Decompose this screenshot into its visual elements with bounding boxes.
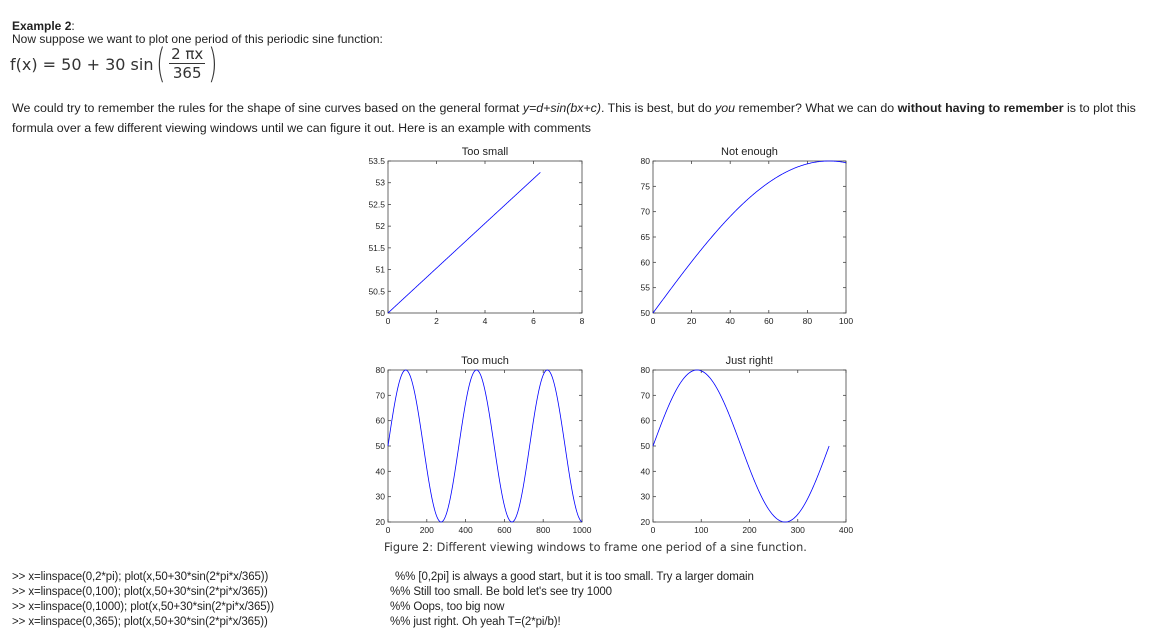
intro-text: Now suppose we want to plot one period of this periodic sine function: bbox=[12, 32, 383, 46]
formula-denominator: 365 bbox=[172, 64, 202, 82]
plot-title: Too much bbox=[461, 355, 509, 367]
y-tick-label: 50.5 bbox=[368, 286, 385, 297]
y-tick-label: 80 bbox=[640, 156, 650, 166]
x-tick-label: 2 bbox=[434, 316, 439, 326]
code-command: >> x=linspace(0,100); plot(x,50+30*sin(2*pi*x/365)) bbox=[12, 586, 268, 598]
formula-numerator: 2 πx bbox=[171, 45, 204, 63]
y-tick-label: 40 bbox=[375, 466, 385, 477]
y-tick-label: 51 bbox=[375, 264, 385, 275]
formula-open-paren: ( bbox=[156, 41, 166, 87]
x-tick-label: 0 bbox=[385, 525, 391, 535]
para-text: We could try to remember the rules for the shape of sine curves based on the general format bbox=[12, 101, 523, 115]
y-tick-label: 50 bbox=[375, 441, 385, 451]
x-tick-label: 600 bbox=[497, 525, 512, 535]
y-tick-label: 20 bbox=[375, 517, 385, 527]
figure-caption: Figure 2: Different viewing windows to frame one period of a sine function. bbox=[384, 541, 807, 554]
x-tick-label: 0 bbox=[650, 316, 656, 326]
formula-lhs: f(x) = 50 + 30 sin bbox=[10, 54, 154, 74]
y-tick-label: 53.5 bbox=[368, 156, 385, 166]
y-tick-label: 50 bbox=[640, 441, 650, 451]
y-tick-label: 55 bbox=[640, 282, 650, 293]
para-bold: without having to remember bbox=[897, 101, 1064, 115]
x-tick-label: 80 bbox=[802, 316, 813, 326]
formula-close-paren: ) bbox=[208, 41, 218, 87]
x-tick-label: 60 bbox=[764, 316, 774, 326]
y-tick-label: 60 bbox=[640, 415, 650, 426]
x-tick-label: 800 bbox=[536, 525, 551, 535]
y-tick-label: 65 bbox=[640, 232, 650, 242]
x-tick-label: 400 bbox=[838, 525, 854, 535]
y-tick-label: 20 bbox=[640, 517, 650, 527]
plot-frame bbox=[653, 161, 846, 313]
para-format: y=d+sin(bx+c) bbox=[522, 101, 601, 115]
plot-frame bbox=[388, 370, 582, 522]
y-tick-label: 53 bbox=[375, 177, 385, 188]
y-tick-label: 30 bbox=[640, 491, 650, 502]
plot-title: Not enough bbox=[721, 146, 778, 158]
y-tick-label: 40 bbox=[640, 466, 650, 477]
code-command: >> x=linspace(0,365); plot(x,50+30*sin(2*pi*x/365)) bbox=[12, 616, 268, 628]
x-tick-label: 20 bbox=[686, 316, 697, 326]
code-comment: %% [0,2pi] is always a good start, but it is too small. Try a larger domain bbox=[395, 571, 754, 583]
y-tick-label: 50 bbox=[640, 308, 650, 318]
x-tick-label: 200 bbox=[742, 525, 757, 535]
para-text: . This is best, but do bbox=[600, 101, 716, 115]
code-command: >> x=linspace(0,2*pi); plot(x,50+30*sin(2*pi*x/365)) bbox=[12, 571, 269, 583]
plot-frame bbox=[653, 370, 846, 522]
x-tick-label: 6 bbox=[531, 316, 536, 326]
x-tick-label: 300 bbox=[790, 525, 805, 535]
x-tick-label: 4 bbox=[482, 316, 488, 326]
code-comment: %% Oops, too big now bbox=[390, 601, 505, 613]
y-tick-label: 75 bbox=[640, 181, 650, 192]
para-text: is to plot this formula over a few different viewing windows until we can figure it out. Here is an example with comments bbox=[12, 101, 1136, 135]
y-tick-label: 70 bbox=[375, 390, 385, 401]
y-tick-label: 52 bbox=[375, 221, 385, 232]
y-tick-label: 52.5 bbox=[368, 199, 385, 210]
y-tick-label: 60 bbox=[375, 415, 385, 426]
x-tick-label: 1000 bbox=[572, 525, 592, 535]
x-tick-label: 8 bbox=[579, 316, 585, 326]
y-tick-label: 60 bbox=[640, 257, 650, 268]
x-tick-label: 400 bbox=[458, 525, 473, 535]
plot-title: Just right! bbox=[725, 355, 774, 367]
x-tick-label: 0 bbox=[650, 525, 656, 535]
y-tick-label: 70 bbox=[640, 390, 650, 401]
plot-title: Too small bbox=[461, 146, 509, 158]
example-heading: Example 2: bbox=[12, 19, 75, 33]
para-you: you bbox=[715, 101, 736, 115]
x-tick-label: 200 bbox=[419, 525, 434, 535]
x-tick-label: 100 bbox=[838, 316, 854, 326]
y-tick-label: 51.5 bbox=[368, 242, 385, 253]
para-text: remember? What we can do bbox=[735, 101, 898, 115]
code-comment: %% Still too small. Be bold let's see try 1000 bbox=[390, 586, 612, 598]
plot-frame bbox=[388, 161, 582, 313]
y-tick-label: 70 bbox=[640, 206, 650, 217]
y-tick-label: 30 bbox=[375, 491, 385, 502]
y-tick-label: 80 bbox=[640, 365, 650, 375]
code-comment: %% just right. Oh yeah T=(2*pi/b)! bbox=[390, 616, 561, 628]
x-tick-label: 40 bbox=[725, 316, 735, 326]
code-command: >> x=linspace(0,1000); plot(x,50+30*sin(2*pi*x/365)) bbox=[12, 601, 275, 613]
y-tick-label: 80 bbox=[375, 365, 385, 375]
y-tick-label: 50 bbox=[375, 308, 385, 318]
x-tick-label: 100 bbox=[694, 525, 709, 535]
x-tick-label: 0 bbox=[385, 316, 391, 326]
